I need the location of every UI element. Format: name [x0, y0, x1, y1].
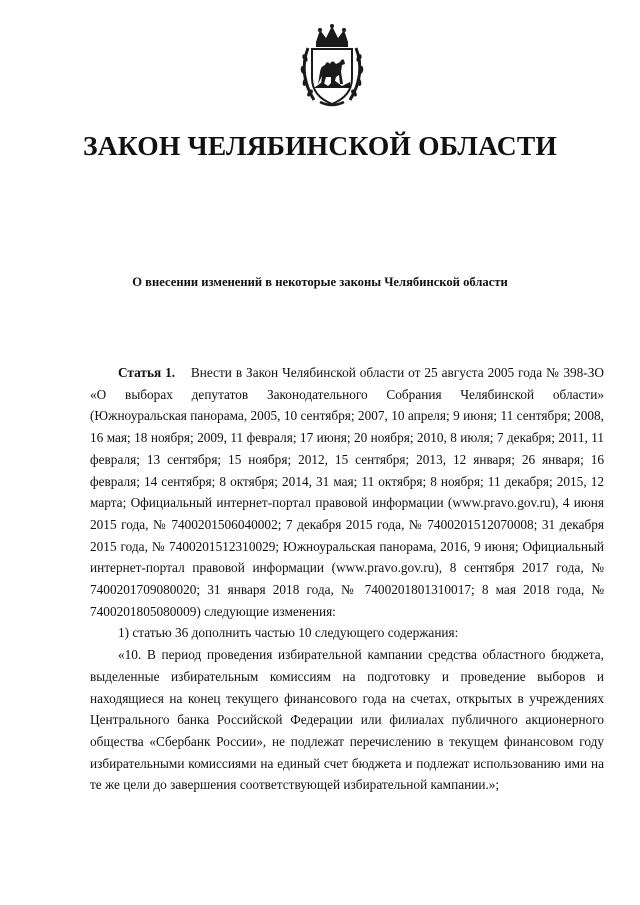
article-label: Статья 1. — [118, 365, 176, 380]
law-subtitle: О внесении изменений в некоторые законы Челябинской области — [132, 275, 508, 289]
article-1-paragraph — [90, 362, 604, 622]
quoted-part-10-paragraph: «10. В период проведения избирательной кампании средства областного бюджета, выделенные избирательным комиссиям на подготовку и проведение выборов и находящиеся на конец текущего финансового года на счетах, открытых в учреждениях Центрального банка Российской Федерации или филиалах публичного акционерного общества «Сбербанк России», не подлежат перечислению в текущем финансовом году избирательными комиссиями на единый счет бюджета и подлежат использованию ими на те же цели до завершения соответствующей избирательной кампании.»; — [90, 647, 604, 793]
item-1-paragraph: 1) статью 36 дополнить частью 10 следующего содержания: — [118, 625, 459, 641]
law-body — [90, 362, 604, 796]
law-title: ЗАКОН ЧЕЛЯБИНСКОЙ ОБЛАСТИ — [83, 130, 557, 161]
chelyabinsk-coat-of-arms-emblem — [296, 22, 368, 108]
article-text: Внести в Закон Челябинской области от 25 августа 2005 года № 398-ЗО «О выборах депутатов Законодательного Собрания Челябинской области» (Южноуральская панорама, 2005, 10 сентября; 2007, 10 апреля; 9 июня; 11 сентября; 2008, 16 мая; 18 ноября; 2009, 11 февраля; 17 июня; 20 ноября; 2010, 8 июля; 7 декабря; 2011, 11 февраля; 13 сентября; 15 ноября; 2012, 15 сентября; 2013, 12 января; 26 января; 16 февраля; 14 сентября; 8 октября; 2014, 31 мая; 11 октября; 8 ноября; 11 декабря; 2015, 12 марта; Официальный интернет-портал правовой информации (www.pravo.gov.ru), 4 июня 2015 года, № 7400201506040002; 7 декабря 2015 года, № 7400201512070008; 31 декабря 2015 года, № 7400201512310029; Южноуральская панорама, 2016, 9 июня; Официальный интернет-портал правовой информации (www.pravo.gov.ru), 8 сентября 2017 года, № 7400201709080020; 31 января 2018 года, № 7400201801310017; 8 мая 2018 года, № 7400201805080009) следующие изменения: — [90, 365, 604, 619]
